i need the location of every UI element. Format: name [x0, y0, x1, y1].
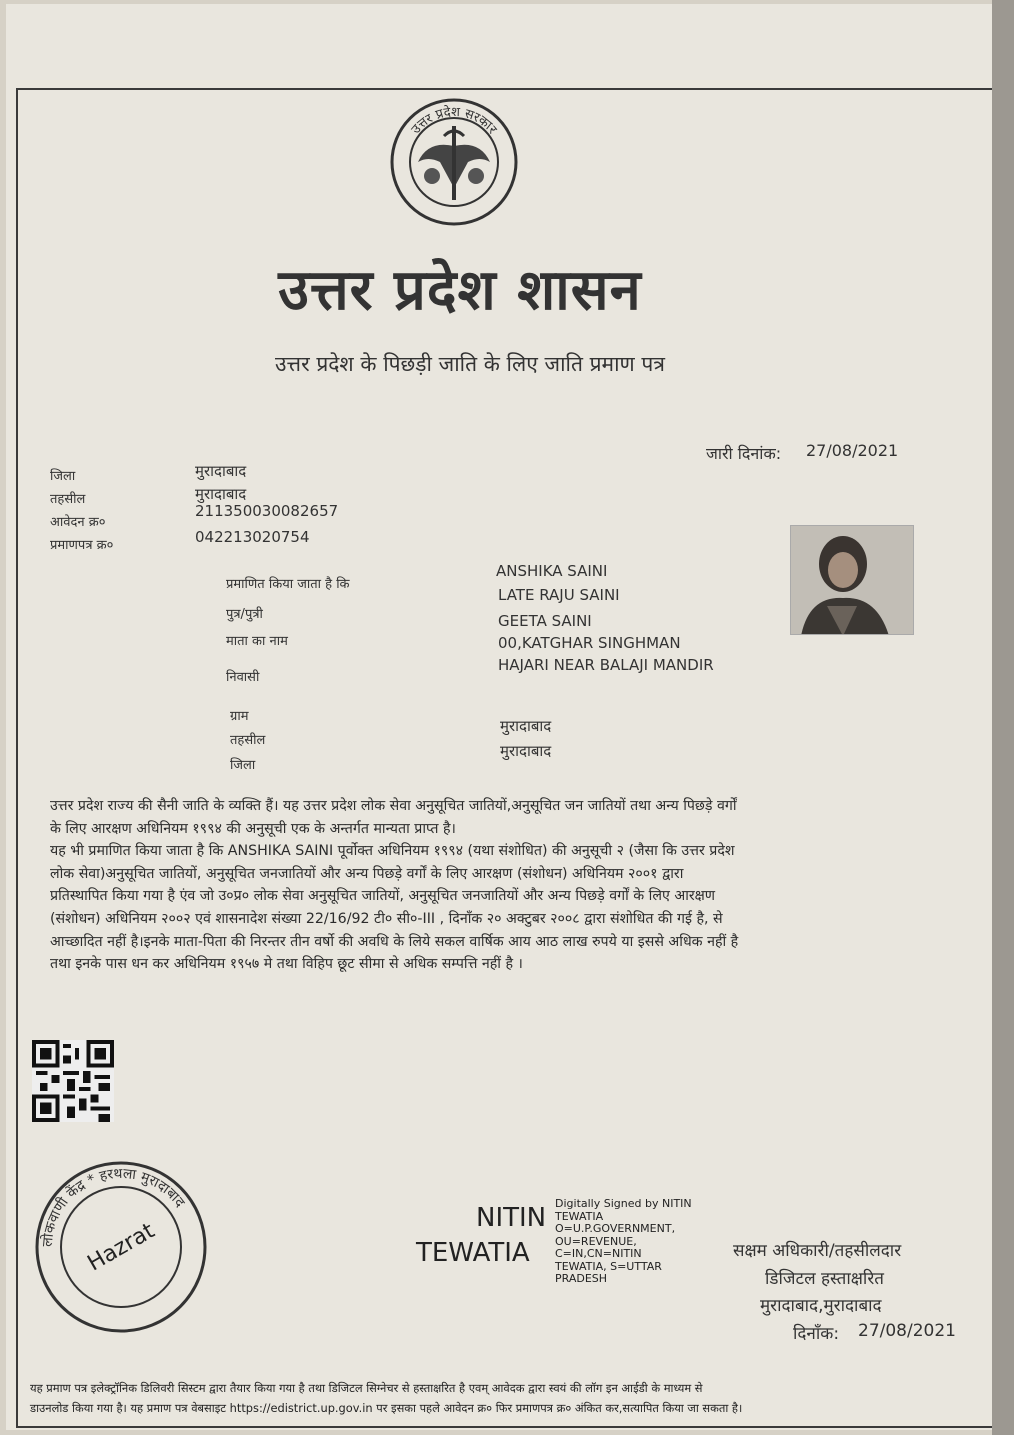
emblem-text: उत्तर प्रदेश सरकार	[408, 104, 500, 138]
authority-digital: डिजिटल हस्ताक्षरित	[765, 1269, 884, 1289]
office-stamp-icon	[32, 1158, 210, 1336]
authority-title: सक्षम अधिकारी/तहसीलदार	[733, 1241, 902, 1261]
signature-detail-line: PRADESH	[555, 1272, 608, 1285]
footer-note	[30, 1378, 990, 1418]
signature-detail-line: TEWATIA	[555, 1209, 604, 1223]
issue-date: 27/08/2021	[806, 441, 899, 460]
tehsil-label: तहसील	[50, 492, 86, 507]
person-district-value: मुरादाबाद	[500, 742, 552, 760]
body-line: उत्तर प्रदेश राज्य की सैनी जाति के व्यक्ति हैं। यह उत्तर प्रदेश लोक सेवा अनुसूचित जातियों,अनुसूचित जन जातियों तथा अन्य पिछड़े वर्गों	[50, 798, 737, 814]
mother-name: GEETA SAINI	[498, 612, 592, 630]
document-title: उत्तर प्रदेश शासन	[278, 258, 642, 323]
address-line-2: HAJARI NEAR BALAJI MANDIR	[498, 656, 714, 674]
footer-line-1: यह प्रमाण पत्र इलेक्ट्रॉनिक डिलिवरी सिस्टम द्वारा तैयार किया गया है तथा डिजिटल सिग्नेचर से हस्ताक्षरित है एवम् आवेदक द्वारा स्वयं की लॉग इन आईडी के माध्यम से	[30, 1381, 703, 1395]
authority-place: मुरादाबाद,मुरादाबाद	[760, 1296, 882, 1316]
district-value: मुरादाबाद	[195, 462, 247, 480]
application-number: 211350030082657	[195, 502, 339, 520]
up-government-emblem-icon	[388, 96, 520, 228]
body-line: आच्छादित नहीं है।इनके माता-पिता की निरन्तर तीन वर्षो की अवधि के लिये सकल वार्षिक आय आठ लाख रुपये या इससे अधिक नहीं है	[50, 933, 739, 950]
signature-detail-line: O=U.P.GOVERNMENT,	[555, 1222, 676, 1235]
certificate-body	[50, 795, 945, 976]
signature-detail-line: TEWATIA, S=UTTAR	[555, 1259, 662, 1273]
body-line: यह भी प्रमाणित किया जाता है कि ANSHIKA SAINI पूर्वोक्त अधिनियम १९९४ (यथा संशोधित) की अनुसूची २ (जैसा कि उत्तर प्रदेश	[50, 843, 735, 860]
certificate-number: 042213020754	[195, 528, 310, 546]
signature-detail-line: OU=REVENUE,	[555, 1234, 637, 1248]
document-subtitle: उत्तर प्रदेश के पिछड़ी जाति के लिए जाति प्रमाण पत्र	[275, 352, 665, 376]
certify-label: प्रमाणित किया जाता है कि	[226, 577, 350, 592]
qr-code-icon	[32, 1040, 114, 1122]
address-line-1: 00,KATGHAR SINGHMAN	[498, 634, 681, 652]
body-line: के लिए आरक्षण अधिनियम १९९४ की अनुसूची एक के अन्तर्गत मान्यता प्राप्त है।	[50, 820, 456, 837]
authority-date-label: दिनाँक:	[793, 1324, 840, 1344]
person-silhouette-icon	[791, 526, 914, 635]
body-line: प्रतिस्थापित किया गया है एंव जो उ०प्र० लोक सेवा अनुसूचित जातियों, अनुसूचित जनजातियों और अन्य पिछड़े वर्गों के लिए आरक्षण	[50, 888, 716, 905]
signer-first-name: NITIN	[476, 1203, 547, 1233]
certificate-number-label: प्रमाणपत्र क्र०	[50, 538, 114, 553]
signature-detail-line: Digitally Signed by NITIN	[555, 1197, 692, 1210]
body-line: (संशोधन) अधिनियम २००२ एवं शासनादेश संख्या 22/16/92 टी० सी०-III , दिनाँक २० अक्टुबर २००८ द्वारा संशोधित की गई है, से	[50, 910, 723, 927]
applicant-photo	[790, 525, 914, 635]
holder-name: ANSHIKA SAINI	[496, 562, 608, 580]
village-label: ग्राम	[230, 709, 249, 724]
tehsil-value: मुरादाबाद	[195, 485, 247, 503]
background-edge	[992, 0, 1014, 1435]
body-line: लोक सेवा)अनुसूचित जातियों, अनुसूचित जनजातियों और अन्य पिछड़े वर्गों के लिए आरक्षण (संशोधन) अधिनियम २००१ द्वारा	[50, 865, 684, 882]
resident-label: निवासी	[226, 670, 260, 685]
signer-last-name: TEWATIA	[416, 1238, 530, 1268]
child-of-label: पुत्र/पुत्री	[226, 607, 263, 622]
signature-details	[555, 1198, 692, 1286]
signature-detail-line: C=IN,CN=NITIN	[555, 1247, 642, 1260]
footer-line-2: डाउनलोड किया गया है। यह प्रमाण पत्र वेबसाइट https://edistrict.up.gov.in पर इसका पहले आवेदन क्र० फिर प्रमाणपत्र क्र० अंकित कर,सत्यापित किया जा सकता है।	[30, 1401, 743, 1415]
stamp-center-text: Hazrat	[83, 1218, 159, 1277]
father-name: LATE RAJU SAINI	[498, 586, 620, 604]
person-district-label: जिला	[230, 758, 256, 773]
district-label: जिला	[50, 469, 76, 484]
issue-date-label: जारी दिनांक:	[706, 444, 782, 463]
person-tehsil-label: तहसील	[230, 733, 266, 748]
person-tehsil-value: मुरादाबाद	[500, 717, 552, 735]
stamp-ring-text: लोकवाणी केंद्र * हरथला मुरादाबाद	[39, 1165, 188, 1248]
application-label: आवेदन क्र०	[50, 515, 106, 530]
mother-label: माता का नाम	[226, 634, 288, 649]
authority-date: 27/08/2021	[858, 1321, 956, 1341]
body-line: तथा इनके पास धन कर अधिनियम १९५७ मे तथा विहिप छूट सीमा से अधिक सम्पत्ति नहीं है ।	[50, 956, 523, 973]
